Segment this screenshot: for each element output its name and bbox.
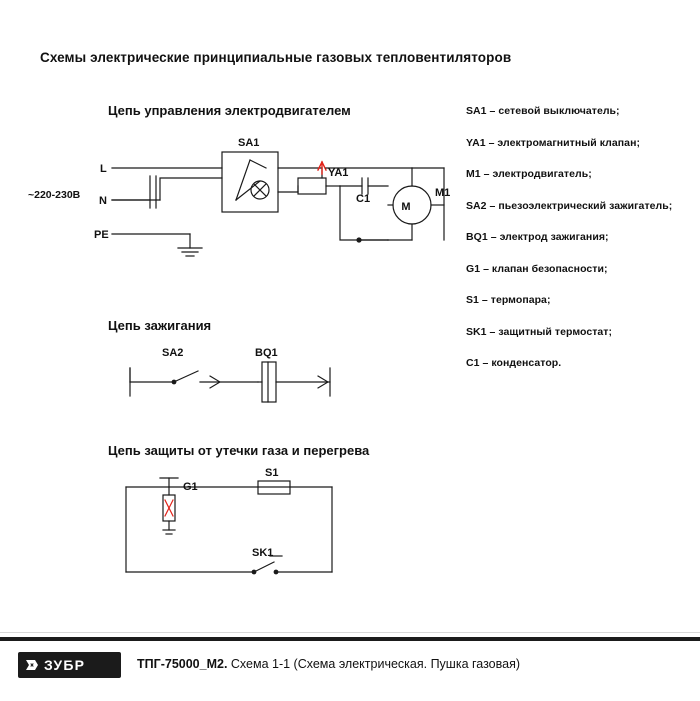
legend-item: S1 – термопара;: [466, 294, 551, 306]
legend-item: SA2 – пьезоэлектрический зажигатель;: [466, 199, 673, 212]
label-terminal-N: N: [99, 195, 107, 207]
model-number: ТПГ-75000_М2.: [137, 657, 228, 671]
arrow-icon: [25, 658, 39, 672]
label-SK1: SK1: [252, 547, 274, 559]
legend-item: M1 – электродвигатель;: [466, 168, 592, 180]
brand-name: ЗУБР: [44, 657, 86, 673]
legend-item: SK1 – защитный термостат;: [466, 325, 613, 338]
label-SA2: SA2: [162, 347, 184, 359]
label-BQ1: BQ1: [255, 347, 278, 359]
page-title: Схемы электрические принципиальные газовых тепловентиляторов: [40, 50, 512, 65]
footer-caption: [137, 657, 520, 671]
label-YA1: YA1: [328, 167, 349, 179]
label-terminal-L: L: [100, 163, 107, 175]
drawing-caption: Схема 1-1 (Схема электрическая. Пушка газовая): [230, 657, 521, 671]
label-terminal-PE: PE: [94, 229, 109, 241]
legend-item: C1 – конденсатор.: [466, 357, 562, 369]
footer-divider: [0, 637, 700, 641]
label-G1: G1: [183, 481, 198, 493]
label-SA1: SA1: [238, 137, 260, 149]
brand-logo: [18, 652, 121, 678]
legend-item: G1 – клапан безопасности;: [466, 262, 608, 275]
label-supply: ~220-230В: [28, 189, 81, 201]
legend: [466, 105, 681, 389]
label-C1: C1: [356, 193, 371, 205]
label-S1: S1: [265, 467, 279, 479]
legend-item: SA1 – сетевой выключатель;: [466, 105, 620, 117]
legend-item: BQ1 – электрод зажигания;: [466, 231, 609, 243]
label-motor-symbol: M: [401, 201, 411, 213]
legend-item: YA1 – электромагнитный клапан;: [466, 136, 641, 149]
section-title-ignition: Цепь зажигания: [108, 318, 212, 333]
section-title-protection: Цепь защиты от утечки газа и перегрева: [108, 443, 370, 458]
label-M1: M1: [435, 187, 451, 199]
section-title-motor-control: Цепь управления электродвигателем: [108, 103, 351, 118]
